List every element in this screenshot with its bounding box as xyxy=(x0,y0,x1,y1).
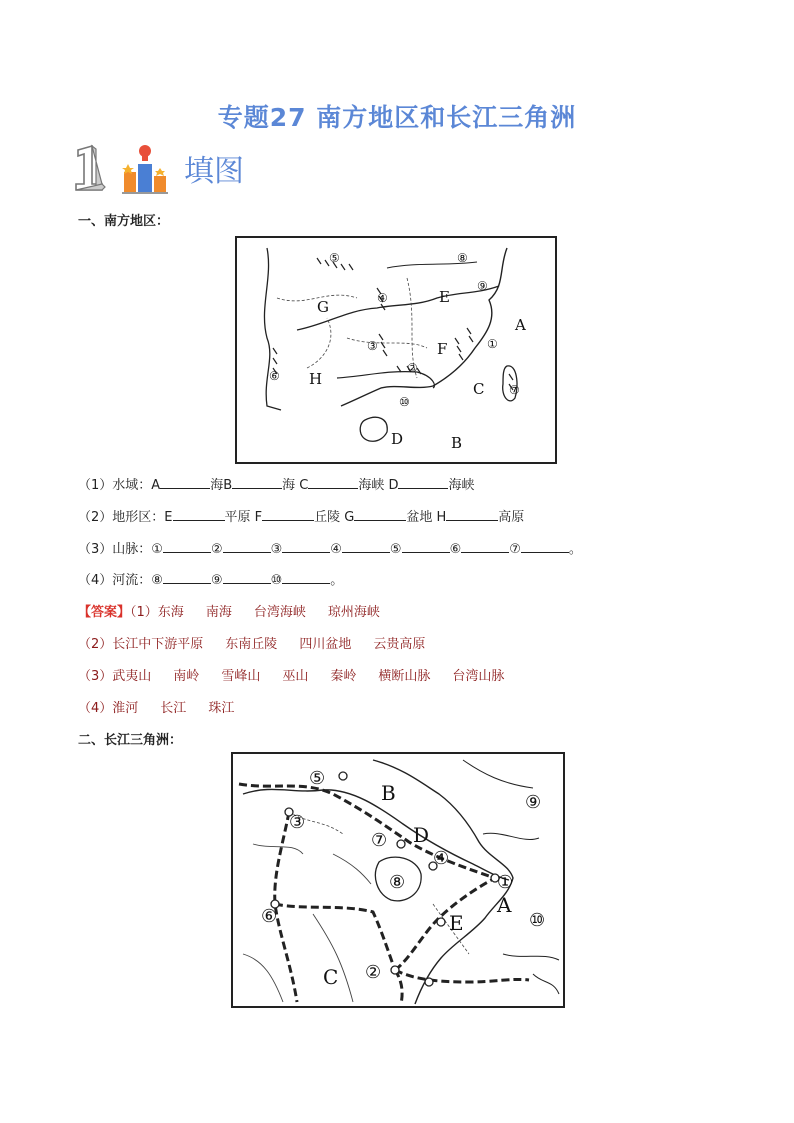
answer-tag: 【答案】 xyxy=(78,605,131,620)
svg-text:②: ② xyxy=(407,361,418,375)
podium-trophy-icon xyxy=(120,142,172,194)
svg-text:⑧: ⑧ xyxy=(389,872,406,893)
numeral-1-icon xyxy=(74,144,106,192)
svg-text:B: B xyxy=(451,434,463,452)
answer-blank[interactable] xyxy=(446,508,498,521)
section-header xyxy=(74,140,244,196)
svg-text:F: F xyxy=(437,340,448,358)
svg-text:⑩: ⑩ xyxy=(529,910,546,931)
answer-blank[interactable] xyxy=(354,508,406,521)
svg-text:⑥: ⑥ xyxy=(261,906,278,927)
question-1: （1）水域：A 海B 海 C 海峡 D 海峡 xyxy=(78,478,475,493)
svg-text:E: E xyxy=(439,288,450,306)
svg-text:H: H xyxy=(309,370,323,388)
svg-text:B: B xyxy=(381,781,396,805)
answer-blank[interactable] xyxy=(282,571,330,584)
answer-blank[interactable] xyxy=(223,571,271,584)
question-3: （3）山脉：① ② ③ ④ ⑤ ⑥ ⑦ 。 xyxy=(78,542,582,557)
svg-text:⑦: ⑦ xyxy=(371,830,388,851)
svg-text:C: C xyxy=(473,380,485,398)
part2-heading: 二、长江三角洲： xyxy=(78,733,183,748)
answer-blank[interactable] xyxy=(160,476,210,489)
yangtze-delta-map xyxy=(231,752,565,1008)
svg-text:⑥: ⑥ xyxy=(269,369,280,383)
svg-text:④: ④ xyxy=(433,848,450,869)
question-2: （2）地形区：E 平原 F 丘陵 G 盆地 H 高原 xyxy=(78,510,525,525)
question-4: （4）河流：⑧ ⑨ ⑩ 。 xyxy=(78,573,344,588)
svg-text:③: ③ xyxy=(367,339,378,353)
answer-blank[interactable] xyxy=(232,476,282,489)
answer-blank[interactable] xyxy=(398,476,448,489)
svg-text:D: D xyxy=(391,430,404,448)
svg-text:D: D xyxy=(413,823,430,847)
svg-text:①: ① xyxy=(487,337,498,351)
answer-line-4: （4）淮河 长江 珠江 xyxy=(78,701,235,716)
part1-heading: 一、南方地区： xyxy=(78,214,170,229)
answer-blank[interactable] xyxy=(163,571,211,584)
south-china-map xyxy=(235,236,557,464)
answer-blank[interactable] xyxy=(223,540,271,553)
svg-text:C: C xyxy=(323,965,339,989)
svg-text:①: ① xyxy=(497,872,514,893)
answer-line-3: （3）武夷山 南岭 雪峰山 巫山 秦岭 横断山脉 台湾山脉 xyxy=(78,669,505,684)
svg-text:E: E xyxy=(449,911,464,935)
page-title: 专题27 南方地区和长江三角洲 xyxy=(217,103,577,132)
answer-blank[interactable] xyxy=(262,508,314,521)
answer-blank[interactable] xyxy=(282,540,330,553)
answer-blank[interactable] xyxy=(402,540,450,553)
answer-line-2: （2）长江中下游平原 东南丘陵 四川盆地 云贵高原 xyxy=(78,637,426,652)
answer-blank[interactable] xyxy=(308,476,358,489)
svg-text:③: ③ xyxy=(289,812,306,833)
svg-text:②: ② xyxy=(365,962,382,983)
section-label: 填图 xyxy=(184,154,244,189)
answer-blank[interactable] xyxy=(163,540,211,553)
svg-text:A: A xyxy=(515,316,526,334)
answer-blank[interactable] xyxy=(461,540,509,553)
answer-blank[interactable] xyxy=(521,540,569,553)
svg-text:⑦: ⑦ xyxy=(509,383,520,397)
svg-text:A: A xyxy=(497,893,512,917)
svg-text:⑧: ⑧ xyxy=(457,251,468,265)
svg-text:④: ④ xyxy=(377,291,388,305)
svg-text:⑤: ⑤ xyxy=(309,768,326,789)
svg-text:⑨: ⑨ xyxy=(477,279,488,293)
svg-text:G: G xyxy=(317,298,329,316)
answer-blank[interactable] xyxy=(342,540,390,553)
svg-text:⑤: ⑤ xyxy=(329,251,340,265)
answer-blank[interactable] xyxy=(173,508,225,521)
svg-text:⑩: ⑩ xyxy=(399,395,410,409)
answer-line-1: 【答案】（1）东海 南海 台湾海峡 琼州海峡 xyxy=(78,605,380,620)
svg-text:⑨: ⑨ xyxy=(525,792,542,813)
